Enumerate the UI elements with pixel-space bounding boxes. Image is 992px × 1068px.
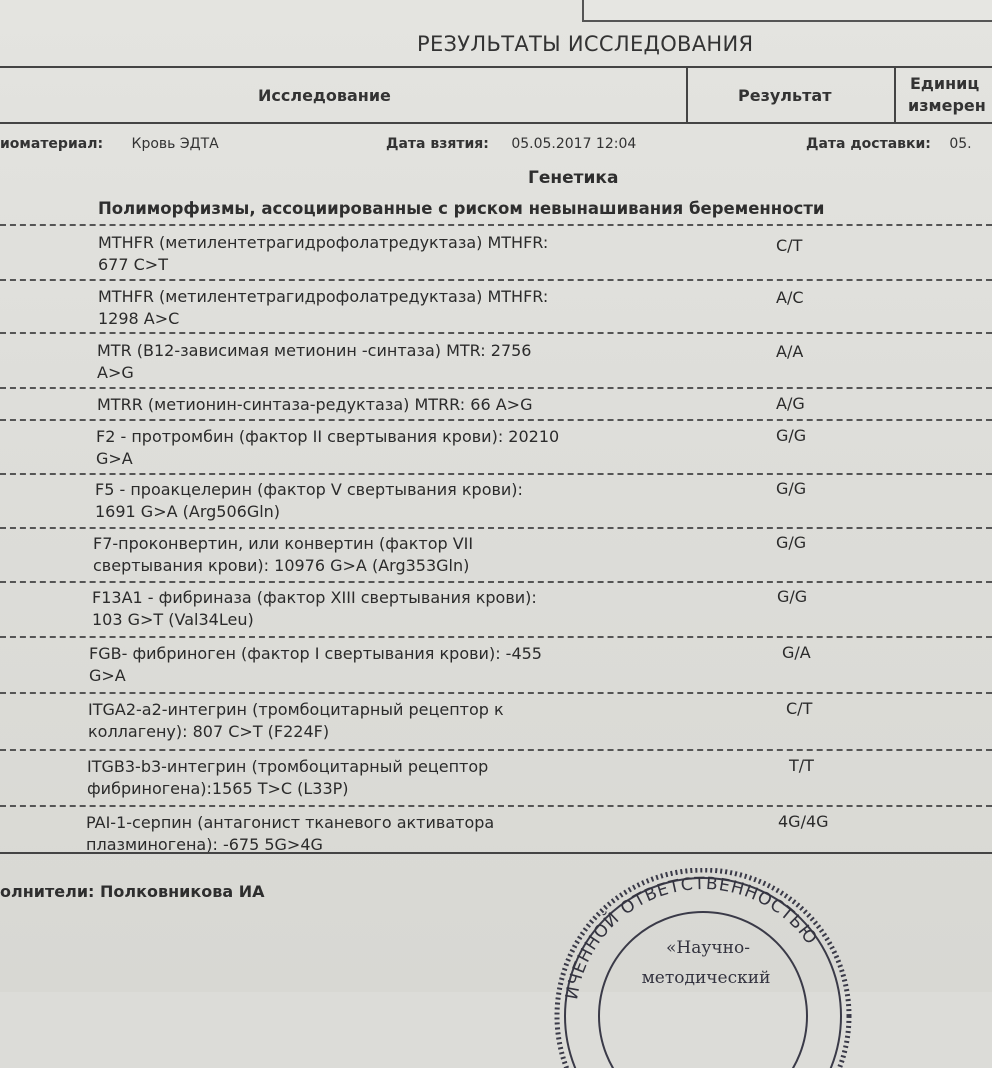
row-name-line2: 103 G>T (Val34Leu) bbox=[92, 610, 254, 629]
row-result: C/T bbox=[776, 236, 803, 255]
row-result: G/G bbox=[776, 426, 807, 445]
row-name-line1: PAI-1-серпин (антагонист тканевого активатора bbox=[86, 813, 495, 832]
table-bottom-border bbox=[0, 852, 992, 854]
row-name-line2: G>A bbox=[96, 449, 133, 468]
header-cell-units bbox=[896, 68, 992, 122]
row-result: 4G/4G bbox=[778, 812, 829, 831]
header-result-label: Результат bbox=[738, 86, 832, 105]
taken-date-value: 05.05.2017 12:04 bbox=[511, 136, 637, 152]
row-result: A/C bbox=[776, 288, 804, 307]
biomaterial-field bbox=[0, 136, 219, 152]
row-divider bbox=[0, 805, 992, 807]
row-name-line1: F5 - проакцелерин (фактор V свертывания крови): bbox=[95, 480, 523, 499]
stamp-center-line1: «Научно- bbox=[666, 938, 750, 958]
doctor-box bbox=[582, 0, 992, 22]
row-name-line1: F2 - протромбин (фактор II свертывания крови): 20210 bbox=[96, 427, 560, 446]
section-title: Генетика bbox=[528, 168, 619, 188]
row-result: A/A bbox=[776, 342, 804, 361]
section-subtitle: Полиморфизмы, ассоциированные с риском невынашивания беременности bbox=[98, 199, 825, 218]
row-divider bbox=[0, 581, 992, 583]
row-divider bbox=[0, 636, 992, 638]
page-title: РЕЗУЛЬТАТЫ ИССЛЕДОВАНИЯ bbox=[417, 32, 754, 56]
row-result: G/G bbox=[776, 533, 807, 552]
row-name-line1: MTHFR (метилентетрагидрофолатредуктаза) MTHFR: bbox=[98, 233, 549, 252]
row-divider bbox=[0, 387, 992, 389]
delivery-date-value: 05. bbox=[949, 136, 972, 152]
row-divider bbox=[0, 749, 992, 751]
row-name-line2: коллагену): 807 C>T (F224F) bbox=[88, 722, 330, 741]
row-result: G/G bbox=[777, 587, 808, 606]
stamp-center-line2: методический bbox=[641, 968, 771, 988]
delivery-date-label: Дата доставки: bbox=[806, 136, 931, 152]
header-study-label: Исследование bbox=[258, 86, 391, 105]
row-name-line2: G>A bbox=[89, 666, 126, 685]
header-cell-result bbox=[688, 68, 896, 122]
row-name-line1: F13A1 - фибриназа (фактор XIII свертывания крови): bbox=[92, 588, 537, 607]
stamp-ring-text: ИЧЕННОЙ ОТВЕТСТВЕННОСТЬЮ bbox=[562, 873, 822, 1001]
row-result: T/T bbox=[789, 756, 814, 775]
row-name-line2: 1298 A>C bbox=[98, 309, 180, 328]
row-name-line1: MTR (B12-зависимая метионин -синтаза) MTR: 2756 bbox=[97, 341, 532, 360]
row-divider bbox=[0, 279, 992, 281]
row-name-line1: ITGA2-a2-интегрин (тромбоцитарный рецептор к bbox=[88, 700, 504, 719]
row-name-line2: плазминогена): -675 5G>4G bbox=[86, 835, 323, 854]
header-units-label-1: Единиц bbox=[910, 74, 980, 93]
row-divider bbox=[0, 419, 992, 421]
row-name-line1: ITGB3-b3-интегрин (тромбоцитарный рецептор bbox=[87, 757, 489, 776]
biomaterial-label: иоматериал: bbox=[0, 136, 104, 152]
row-name-line2: фибриногена):1565 T>C (L33P) bbox=[87, 779, 349, 798]
row-divider bbox=[0, 473, 992, 475]
header-cell-study bbox=[0, 68, 688, 122]
biomaterial-value: Кровь ЭДТА bbox=[131, 136, 219, 152]
row-name-line1: FGB- фибриноген (фактор I свертывания крови): -455 bbox=[89, 644, 542, 663]
organization-stamp bbox=[548, 868, 858, 1068]
row-result: G/A bbox=[782, 643, 811, 662]
row-divider bbox=[0, 692, 992, 694]
row-name-line2: свертывания крови): 10976 G>A (Arg353Gln) bbox=[93, 556, 470, 575]
row-name-line1: MTHFR (метилентетрагидрофолатредуктаза) MTHFR: bbox=[98, 287, 549, 306]
row-name-line2: 677 C>T bbox=[98, 255, 168, 274]
performers-line: олнители: Полковникова ИА bbox=[0, 882, 265, 901]
row-divider bbox=[0, 527, 992, 529]
taken-date-field bbox=[386, 136, 636, 152]
row-name-line1: F7-проконвертин, или конвертин (фактор VII bbox=[93, 534, 474, 553]
row-result: A/G bbox=[776, 394, 805, 413]
delivery-date-field bbox=[806, 136, 972, 152]
row-result: C/T bbox=[786, 699, 813, 718]
row-name-line2: 1691 G>A (Arg506Gln) bbox=[95, 502, 281, 521]
row-divider bbox=[0, 332, 992, 334]
row-result: G/G bbox=[776, 479, 807, 498]
header-units-label-2: измерен bbox=[908, 96, 986, 115]
row-name-line2: A>G bbox=[97, 363, 134, 382]
row-divider bbox=[0, 224, 992, 226]
table-header bbox=[0, 66, 992, 124]
row-name-line1: MTRR (метионин-синтаза-редуктаза) MTRR: 66 A>G bbox=[97, 395, 533, 414]
taken-date-label: Дата взятия: bbox=[386, 136, 489, 152]
